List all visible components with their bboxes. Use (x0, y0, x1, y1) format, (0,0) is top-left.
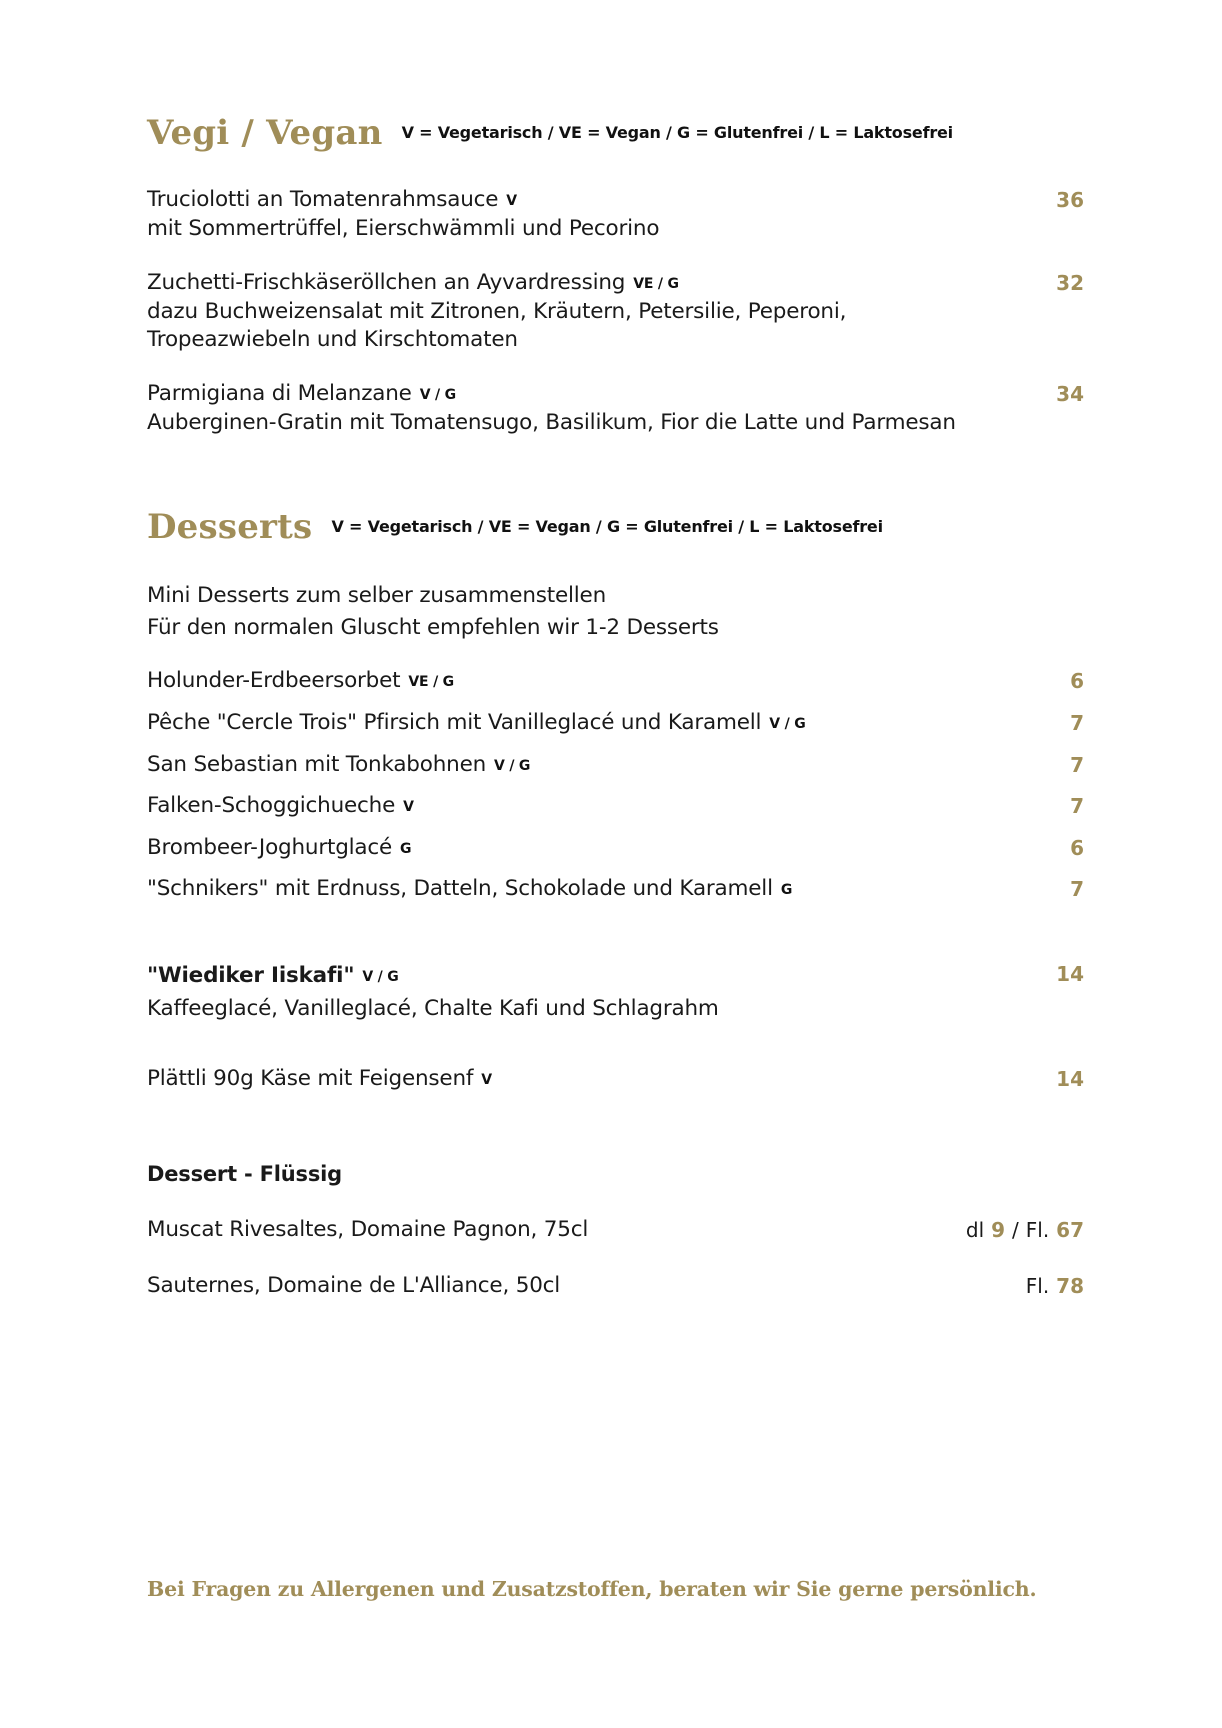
item-name: Parmigiana di Melanzane (147, 381, 412, 406)
item-price: 14 (1056, 962, 1084, 986)
price-value: 9 (991, 1218, 1006, 1242)
diet-tag: VE / G (408, 674, 454, 690)
diet-tag: V / G (362, 969, 399, 985)
item-name: "Wiediker Iiskafi" (147, 963, 355, 988)
diet-tag: V (481, 1072, 492, 1088)
dessert-section-title: Desserts (147, 507, 313, 547)
item-price: 7 (1070, 753, 1084, 777)
diet-tag: V / G (769, 716, 806, 732)
item-price: 7 (1070, 711, 1084, 735)
item-price: 32 (1056, 271, 1084, 295)
item-price: 6 (1070, 836, 1084, 860)
dessert-intro (147, 580, 719, 644)
price-separator: / (1012, 1218, 1019, 1242)
intro-line: Mini Desserts zum selber zusammenstellen (147, 583, 607, 608)
dessert-item (147, 792, 414, 821)
price-unit: dl (965, 1218, 985, 1242)
dessert-legend: V = Vegetarisch / VE = Vegan / G = Glutenfrei / L = Laktosefrei (331, 517, 883, 536)
item-price: 14 (1056, 1067, 1084, 1091)
dessert-item (147, 875, 792, 904)
item-price: 34 (1056, 382, 1084, 406)
item-name: San Sebastian mit Tonkabohnen (147, 752, 487, 777)
special-item (147, 960, 719, 1024)
menu-item (147, 380, 956, 437)
diet-tag: V / G (419, 387, 456, 403)
item-description: mit Sommertrüffel, Eierschwämmli und Pecorino (147, 216, 660, 241)
dessert-item (147, 834, 411, 863)
item-description: Tropeazwiebeln und Kirschtomaten (147, 327, 518, 352)
vegan-legend: V = Vegetarisch / VE = Vegan / G = Glutenfrei / L = Laktosefrei (401, 123, 953, 142)
price-value: 78 (1056, 1274, 1084, 1298)
cheese-item (147, 1065, 492, 1094)
liquid-section-title: Dessert - Flüssig (147, 1162, 342, 1186)
vegan-section-header (147, 113, 953, 153)
item-name: Falken-Schoggichueche (147, 793, 396, 818)
item-description: Kaffeeglacé, Vanilleglacé, Chalte Kafi und Schlagrahm (147, 996, 719, 1021)
menu-item (147, 269, 846, 354)
vegan-section-title: Vegi / Vegan (147, 113, 383, 153)
price-unit: Fl. (1025, 1218, 1050, 1242)
menu-item (147, 186, 659, 243)
diet-tag: G (780, 882, 793, 898)
diet-tag: V (506, 193, 517, 209)
item-price: 36 (1056, 188, 1084, 212)
item-price: 7 (1070, 877, 1084, 901)
dessert-section-header (147, 507, 883, 547)
dessert-item (147, 667, 454, 696)
item-price: 6 (1070, 669, 1084, 693)
wine-price (966, 1216, 1084, 1244)
diet-tag: VE / G (633, 276, 679, 292)
item-price: 7 (1070, 794, 1084, 818)
item-name: Brombeer-Joghurtglacé (147, 835, 393, 860)
diet-tag: V (403, 799, 414, 815)
item-name: "Schnikers" mit Erdnuss, Datteln, Schokolade und Karamell (147, 876, 773, 901)
allergen-footer: Bei Fragen zu Allergenen und Zusatzstoffen, beraten wir Sie gerne persönlich. (147, 1577, 1037, 1601)
item-name: Zuchetti-Frischkäseröllchen an Ayvardressing (147, 270, 626, 295)
wine-item: Sauternes, Domaine de L'Alliance, 50cl (147, 1273, 561, 1298)
diet-tag: G (400, 841, 412, 857)
diet-tag: V / G (494, 758, 531, 774)
dessert-item (147, 709, 806, 738)
wine-price (1026, 1272, 1084, 1300)
dessert-item (147, 751, 530, 780)
item-name: Pêche "Cercle Trois" Pfirsich mit Vanilleglacé und Karamell (147, 710, 762, 735)
item-name: Truciolotti an Tomatenrahmsauce (147, 187, 499, 212)
price-unit: Fl. (1025, 1274, 1050, 1298)
item-name: Holunder-Erdbeersorbet (147, 668, 401, 693)
intro-line: Für den normalen Gluscht empfehlen wir 1-2 Desserts (147, 615, 719, 640)
item-name: Plättli 90g Käse mit Feigensenf (147, 1066, 474, 1091)
item-description: Auberginen-Gratin mit Tomatensugo, Basilikum, Fior die Latte und Parmesan (147, 410, 956, 435)
item-description: dazu Buchweizensalat mit Zitronen, Kräutern, Petersilie, Peperoni, (147, 299, 847, 324)
price-value: 67 (1056, 1218, 1084, 1242)
wine-item: Muscat Rivesaltes, Domaine Pagnon, 75cl (147, 1217, 589, 1242)
